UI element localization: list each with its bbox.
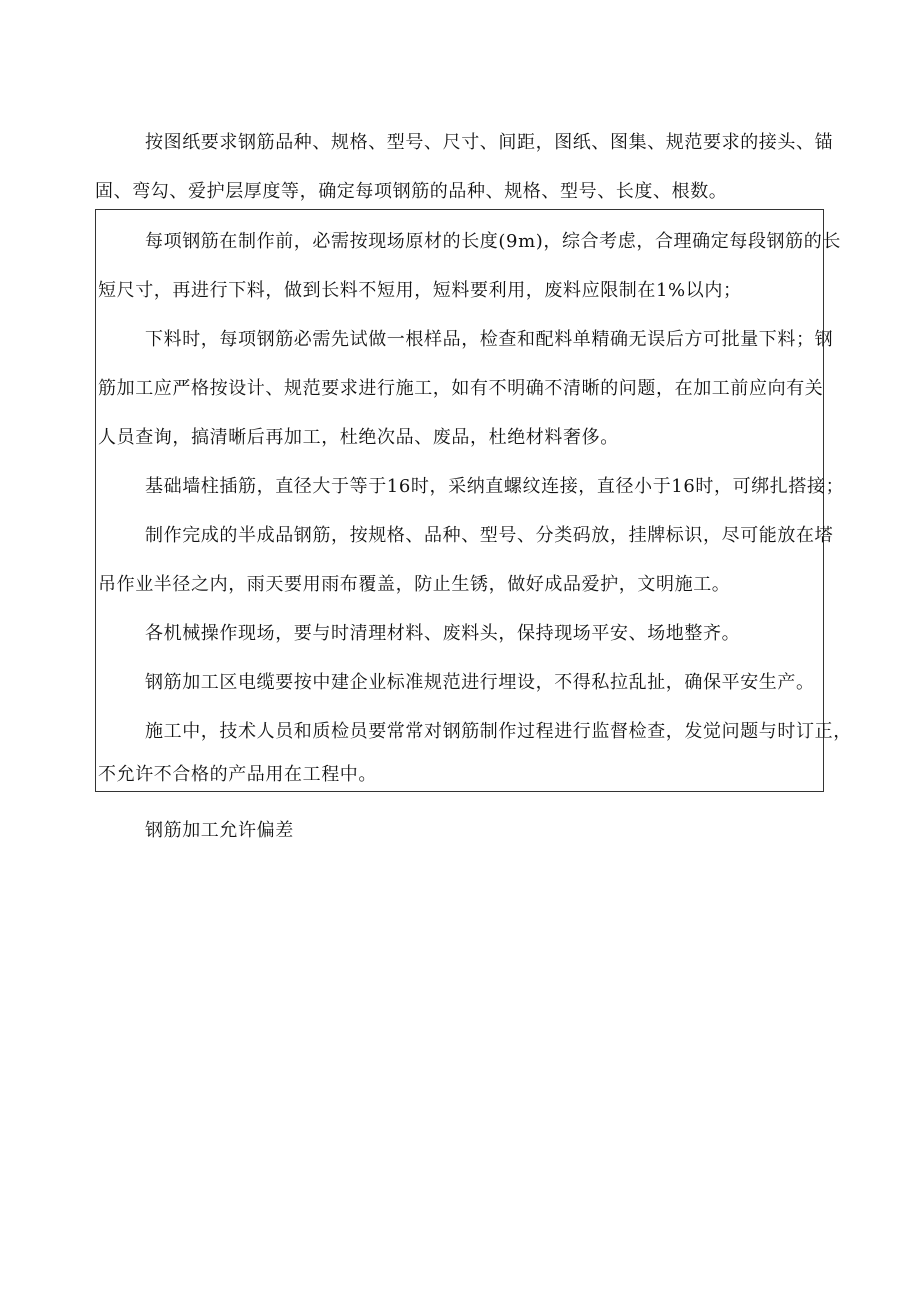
box-paragraph-2-line-1: 下料时，每项钢筋必需先试做一根样品，检查和配料单精确无误后方可批量下料；钢 xyxy=(145,329,834,350)
box-paragraph-1-line-1: 每项钢筋在制作前，必需按现场原材的长度(9m)，综合考虑，合理确定每段钢筋的长 xyxy=(145,231,841,252)
box-paragraph-4-line-2: 吊作业半径之内，雨天要用雨布覆盖，防止生锈，做好成品爱护，文明施工。 xyxy=(98,574,731,595)
box-paragraph-7-line-2: 不允许不合格的产品用在工程中。 xyxy=(98,764,377,785)
intro-line-1: 按图纸要求钢筋品种、规格、型号、尺寸、间距，图纸、图集、规范要求的接头、锚 xyxy=(145,132,834,153)
box-paragraph-7-line-1: 施工中，技术人员和质检员要常常对钢筋制作过程进行监督检查，发觉问题与时订正， xyxy=(145,721,852,742)
section-heading: 钢筋加工允许偏差 xyxy=(145,820,294,841)
box-paragraph-5-line-1: 各机械操作现场，要与时清理材料、废料头，保持现场平安、场地整齐。 xyxy=(145,623,741,644)
box-paragraph-6-line-1: 钢筋加工区电缆要按中建企业标准规范进行埋设，不得私拉乱扯，确保平安生产。 xyxy=(145,672,815,693)
box-paragraph-2-line-3: 人员查询，搞清晰后再加工，杜绝次品、废品，杜绝材料奢侈。 xyxy=(98,427,619,448)
intro-line-2: 固、弯勾、爱护层厚度等，确定每项钢筋的品种、规格、型号、长度、根数。 xyxy=(95,181,728,202)
box-paragraph-2-line-2: 筋加工应严格按设计、规范要求进行施工，如有不明确不清晰的问题，在加工前应向有关 xyxy=(98,378,824,399)
box-paragraph-3-line-1: 基础墙柱插筋，直径大于等于16时，采纳直螺纹连接，直径小于16时，可绑扎搭接； xyxy=(145,476,845,497)
box-paragraph-4-line-1: 制作完成的半成品钢筋，按规格、品种、型号、分类码放，挂牌标识，尽可能放在塔 xyxy=(145,525,834,546)
box-paragraph-1-line-2: 短尺寸，再进行下料，做到长料不短用，短料要利用，废料应限制在1%以内； xyxy=(98,280,742,301)
